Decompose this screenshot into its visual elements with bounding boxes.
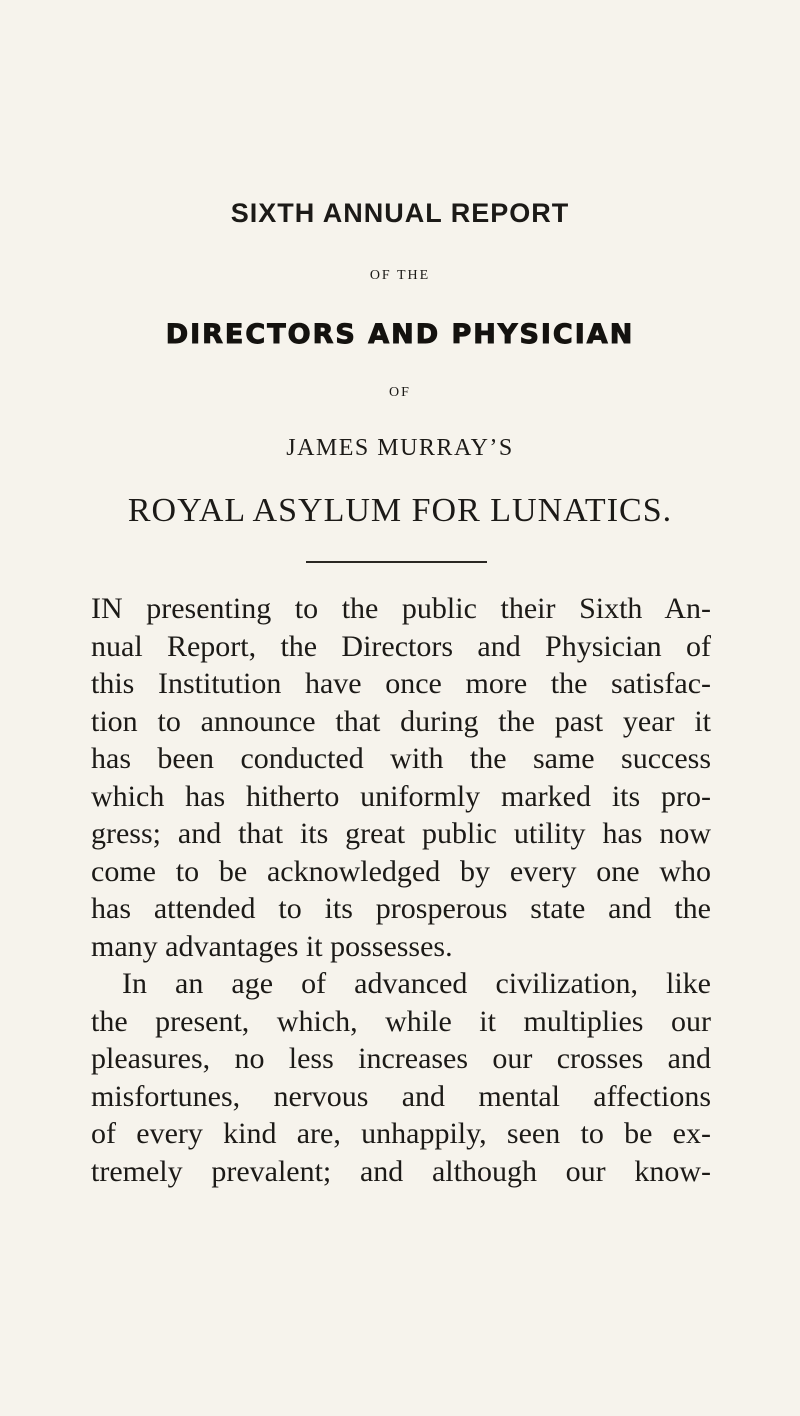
report-title: SIXTH ANNUAL REPORT bbox=[230, 198, 570, 228]
paragraph-line: tion to announce that during the past year it bbox=[91, 704, 711, 738]
paragraph-2 bbox=[91, 965, 711, 1190]
paragraph-line: nual Report, the Directors and Physician of bbox=[91, 629, 711, 663]
paragraph-line: In an age of advanced civilization, like bbox=[122, 967, 711, 1000]
paragraph-line: has been conducted with the same success bbox=[91, 742, 711, 775]
paragraph-line: misfortunes, nervous and mental affections bbox=[91, 1079, 711, 1113]
paragraph-line: this Institution have once more the satisfac- bbox=[91, 667, 711, 700]
paragraph-line: pleasures, no less increases our crosses and bbox=[91, 1042, 711, 1075]
title-of-the: OF THE bbox=[369, 268, 431, 283]
paragraph-line: IN presenting to the public their Sixth An- bbox=[91, 592, 711, 625]
title-royal-asylum: ROYAL ASYLUM FOR LUNATICS. bbox=[127, 492, 673, 529]
paragraph-1 bbox=[91, 590, 711, 965]
paragraph-line: which has hitherto uniformly marked its pro- bbox=[91, 779, 711, 813]
title-directors-and-physician: DIRECTORS AND PHYSICIAN bbox=[165, 319, 635, 350]
paragraph-line: of every kind are, unhappily, seen to be ex- bbox=[91, 1117, 711, 1150]
paragraph-line: many advantages it possesses. bbox=[91, 929, 453, 963]
title-james-murrays: JAMES MURRAY’S bbox=[286, 435, 514, 461]
paragraph-line: gress; and that its great public utility has now bbox=[91, 817, 711, 850]
paragraph-line: come to be acknowledged by every one who bbox=[91, 854, 711, 888]
paragraph-line: tremely prevalent; and although our know- bbox=[91, 1154, 711, 1188]
title-of: OF bbox=[389, 385, 411, 400]
paragraph-line: has attended to its prosperous state and the bbox=[91, 892, 711, 925]
section-divider bbox=[306, 561, 487, 563]
paragraph-line: the present, which, while it multiplies our bbox=[91, 1004, 711, 1038]
